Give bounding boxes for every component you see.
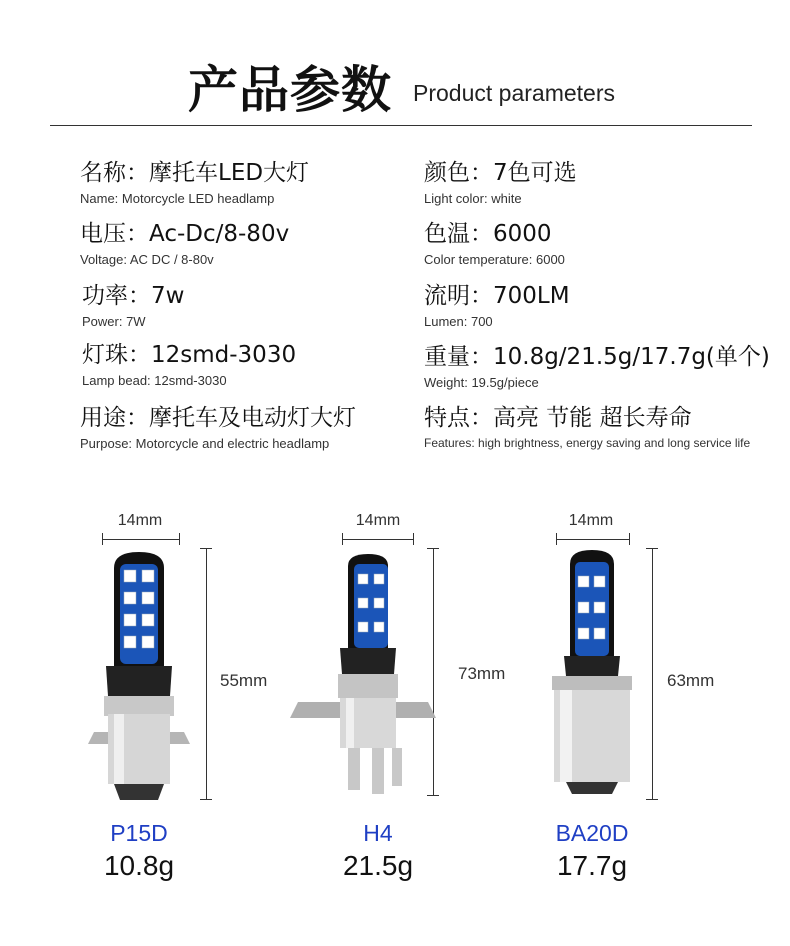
spec-lumen-cn: 流明：700LM — [424, 283, 570, 309]
p15d-width-dimension — [102, 533, 180, 545]
spec-color — [424, 154, 577, 206]
spec-name-cn: 名称：摩托车LED大灯 — [80, 160, 310, 186]
spec-weight-cn: 重量：10.8g/21.5g/17.7g(单个) — [424, 344, 770, 370]
spec-lumen — [424, 277, 570, 329]
spec-lumen-en: Lumen: 700 — [424, 314, 493, 329]
spec-features-en: Features: high brightness, energy saving and long service life — [424, 436, 751, 450]
header-divider — [50, 125, 752, 126]
title-chinese: 产品参数 — [188, 61, 392, 119]
spec-color-temp-en: Color temperature: 6000 — [424, 252, 565, 267]
spec-name — [80, 154, 309, 206]
spec-name-en: Name: Motorcycle LED headlamp — [80, 191, 275, 206]
ba20d-width-label: 14mm — [568, 512, 614, 529]
p15d-width-label: 14mm — [117, 512, 163, 529]
spec-power — [82, 277, 184, 329]
spec-features — [424, 399, 750, 450]
p15d-height-label: 55mm — [220, 671, 268, 690]
title-english: Product parameters — [413, 80, 615, 106]
spec-color-cn: 颜色：7色可选 — [424, 160, 577, 186]
spec-voltage-en: Voltage: AC DC / 8-80v — [80, 252, 214, 267]
spec-color-temp-cn: 色温：6000 — [424, 221, 552, 247]
spec-weight-en: Weight: 19.5g/piece — [424, 375, 539, 390]
ba20d-height-label: 63mm — [667, 671, 715, 690]
spec-voltage-cn: 电压：Ac-Dc/8-80v — [80, 221, 290, 247]
spec-weight — [424, 338, 770, 390]
h4-weight-label: 21.5g — [342, 850, 414, 881]
h4-height-label: 73mm — [458, 664, 506, 683]
spec-features-cn: 特点：高亮 节能 超长寿命 — [424, 405, 692, 431]
spec-voltage — [80, 215, 289, 267]
h4-bulb-image — [288, 552, 438, 802]
ba20d-height-dimension — [646, 548, 658, 800]
spec-purpose-en: Purpose: Motorcycle and electric headlamp — [80, 436, 330, 451]
spec-lamp-bead-cn: 灯珠：12smd-3030 — [82, 342, 297, 368]
p15d-weight-label: 10.8g — [103, 850, 175, 881]
ba20d-model-label: BA20D — [555, 820, 629, 846]
p15d-height-dimension — [200, 548, 212, 800]
h4-width-dimension — [342, 533, 414, 545]
spec-purpose — [80, 399, 356, 451]
ba20d-width-dimension — [556, 533, 630, 545]
spec-color-temp — [424, 215, 565, 267]
spec-power-cn: 功率：7w — [82, 283, 185, 309]
h4-width-label: 14mm — [355, 512, 401, 529]
spec-purpose-cn: 用途：摩托车及电动灯大灯 — [80, 405, 356, 431]
spec-lamp-bead — [82, 336, 296, 388]
ba20d-bulb-image — [540, 546, 644, 796]
h4-model-label: H4 — [363, 820, 393, 846]
p15d-bulb-image — [84, 548, 194, 804]
spec-lamp-bead-en: Lamp bead: 12smd-3030 — [82, 373, 227, 388]
spec-power-en: Power: 7W — [82, 314, 146, 329]
ba20d-weight-label: 17.7g — [556, 850, 628, 881]
p15d-model-label: P15D — [110, 820, 168, 846]
spec-color-en: Light color: white — [424, 191, 522, 206]
